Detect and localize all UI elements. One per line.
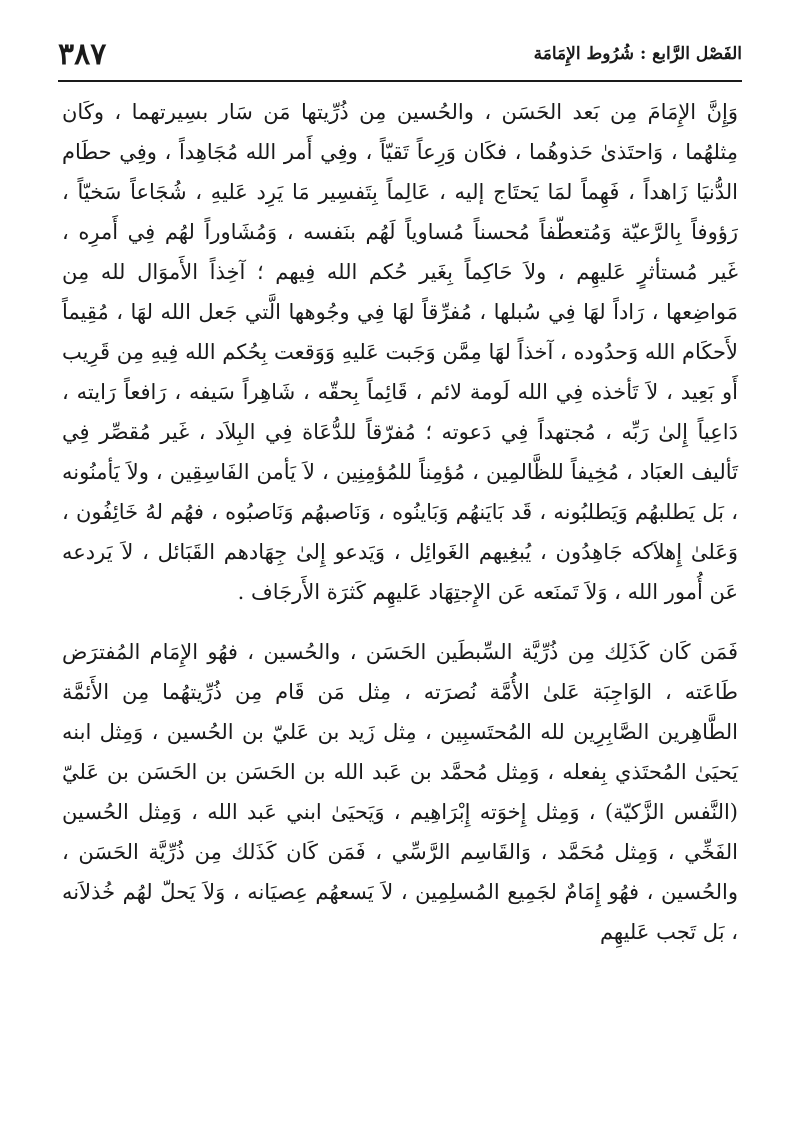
running-title: الفَصْل الرَّابع : شُرُوط الإِمَامَة <box>533 44 742 64</box>
body-text <box>62 92 738 952</box>
header-rule <box>58 80 742 82</box>
paragraph-1: وَإِنَّ الإِمَامَ مِن بَعد الحَسَن ، والحُسين مِن ذُرِّيتها مَن سَار بسِيرتهما ، وكَان مِثلهُما ، وَاحتَذىٰ حَذوهُما ، فكَان وَرِعاً تَقيّاً ، وفِي أَمر الله مُجَاهِداً ، وفِي حطَام الدُّنيَا زَاهداً ، فَهِماً لمَا يَحتَاج إليه ، عَالِماً بِتَفسِير مَا يَرِد عَليهِ ، شُجَاعاً سَخيّاً ، رَؤوفاً بِالرَّعيّة وَمُتعطّفاً مُحسناً مُساوياً لَهُم بنَفسه ، وَمُشَاوراً لهُم فِي أَمرِه ، غَير مُستأثرٍ عَليهِم ، ولاَ حَاكِماً بِغَير حُكم الله فِيهم ؛ آخِذاً الأَموَال لله مِن مَواضِعها ، رَاداً لهَا فِي سُبلها ، مُفرِّقاً لهَا فِي وجُوهها الَّتي جَعل الله لهَا ، مُقِيماً لأَحكَام الله وَحدُوده ، آخذاً لهَا مِمَّن وَجَبت عَليهِ وَوَقعت بِحُكم الله فِيهِ مِن قَرِيب أَو بَعِيد ، لاَ تَأخذه فِي الله لَومة لائم ، قَائِماً بِحقّه ، شَاهِراً سَيفه ، رَافعاً رَايته ، دَاعِياً إِلىٰ رَبِّه ، مُجتهداً فِي دَعوته ؛ مُفرّقاً للدُّعَاة فِي البِلاَد ، غَير مُقصِّر فِي تَأليف العبَاد ، مُخِيفاً للظَّالمِين ، مُؤمِناً للمُؤمِنِين ، لاَ يَأمن الفَاسِقِين ، ولاَ يَأمنُونه ، بَل يَطلبهُم وَيَطلبُونه ، قَد بَايَنهُم وَبَاينُوه ، وَنَاصبهُم وَنَاصبُوه ، فهُم لهُ خَائِفُون ، وَعَلىٰ إِهلاَكه جَاهِدُون ، يُبغِيهم الغَوائِل ، وَيَدعو إِلىٰ جِهَادهم القَبَائل ، لاَ يَردعه عَن أُمور الله ، وَلاَ تَمنَعه عَن الإِجتِهَاد عَليهِم كَثرَة الأَرجَاف . <box>62 100 738 604</box>
page-number: ٣٨٧ <box>58 36 107 72</box>
paragraph-2: فَمَن كَان كَذَلِك مِن ذُرِّيَّة السِّبطَين الحَسَن ، والحُسين ، فهُو الإِمَام المُفترَض طَاعَته ، الوَاجِبَة عَلىٰ الأُمَّة نُصرَته ، مِثل مَن قَام مِن ذُرِّيتهُما مِن الأَئمَّة الطَّاهِرين الصَّابِرِين لله المُحتَسبِين ، مِثل زَيد بن عَليّ بن الحُسين ، وَمِثل ابنه يَحيَىٰ المُحتَذي بِفعله ، وَمِثل مُحمَّد بن عَبد الله بن الحَسَن بن الحَسَن بن عَليّ (النَّفس الزَّكيّة) ، وَمِثل إِخوَته إِبْرَاهِيم ، وَيَحيَىٰ ابني عَبد الله ، وَمِثل الحُسين الفَخِّي ، وَمِثل مُحَمَّد ، وَالقَاسِم الرَّسِّي ، فَمَن كَان كَذَلك مِن ذُرِّيَّة الحَسَن ، والحُسين ، فهُو إِمَامٌ لجَمِيع المُسلِمِين ، لاَ يَسعهُم عِصيَانه ، وَلاَ يَحلّ لهُم خُذلاَنه ، بَل تَجب عَليهِم <box>62 640 739 944</box>
page-header <box>58 32 742 76</box>
